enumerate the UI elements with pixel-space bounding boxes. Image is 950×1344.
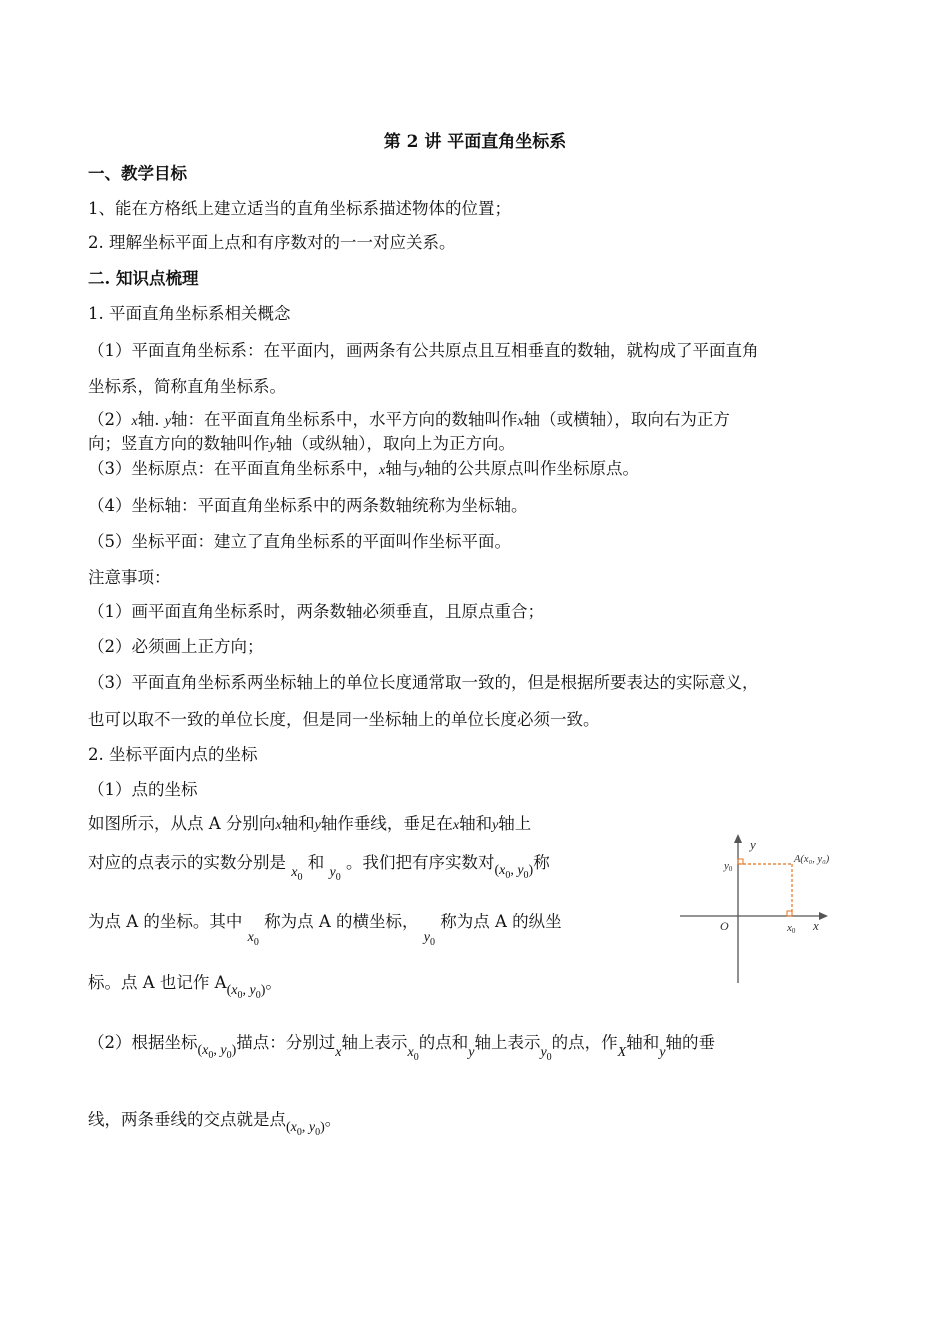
plot-point-line-2: 线，两条垂线的交点就是点$_{(x_0, y_0)}$。 [88, 1110, 342, 1138]
paragraph-axes-def-2: 向；竖直方向的数轴叫作y轴（或纵轴），取向上为正方向。 [88, 434, 515, 453]
subheading-concepts: 1. 平面直角坐标系相关概念 [88, 304, 291, 323]
point-coords-line-2: 对应的点表示的实数分别是 $_{x_0}$ 和 $_{y_0}$ 。我们把有序实数对$_{(x_0, y_0)}$称 [88, 853, 550, 883]
paragraph-axes-def-1: （2）x轴. y轴：在平面直角坐标系中，水平方向的数轴叫作x轴（或横轴），取向右为正方 [88, 410, 730, 429]
coord-pair: (x0, y0) [494, 863, 534, 881]
page-title: 第 2 讲 平面直角坐标系 [383, 132, 567, 152]
x0-label: x0 [787, 922, 796, 935]
paragraph-axis-def: （4）坐标轴：平面直角坐标系中的两条数轴统称为坐标轴。 [88, 496, 528, 515]
goal-item-2: 2. 理解坐标平面上点和有序数对的一一对应关系。 [88, 233, 456, 252]
paragraph-plane-def: （5）坐标平面：建立了直角坐标系的平面叫作坐标平面。 [88, 532, 511, 551]
y0-symbol: y0 [540, 1045, 552, 1063]
paragraph-origin-def: （3）坐标原点：在平面直角坐标系中，x轴与y轴的公共原点叫作坐标原点。 [88, 459, 639, 478]
note-item-3-line-2: 也可以取不一致的单位长度，但是同一坐标轴上的单位长度必须一致。 [88, 710, 600, 729]
note-item-2: （2）必须画上正方向； [88, 637, 264, 656]
coord-pair: (x0, y0) [226, 983, 266, 1001]
y-axis-label: y [750, 837, 756, 852]
section-heading-goals: 一、教学目标 [88, 164, 187, 183]
point-a-label: A(x₀, y₀) [794, 854, 830, 865]
x-axis-label: x [813, 918, 819, 933]
paragraph-system-def-2: 坐标系，简称直角坐标系。 [88, 377, 286, 396]
goal-item-1: 1、能在方格纸上建立适当的直角坐标系描述物体的位置； [88, 199, 511, 218]
y-axis-arrow-icon [734, 834, 742, 843]
paragraph-system-def-1: （1）平面直角坐标系：在平面内，画两条有公共原点且互相垂直的数轴，就构成了平面直角 [88, 341, 759, 360]
x0-symbol: x0 [291, 865, 303, 883]
point-coords-line-3: 为点 A 的坐标。其中 $_{x_0}$ 称为点 A 的横坐标， $_{y_0}$ 称为点 A 的纵坐 [88, 912, 562, 948]
y0-symbol: y0 [329, 865, 341, 883]
y0-symbol: y0 [423, 930, 435, 948]
plot-point-line-1: （2）根据坐标$_{(x_0, y_0)}$描点：分别过$_x$轴上表示$_{x_0}$的点和$_y$轴上表示$_{y_0}$的点，作$_X$轴和$_y$轴的垂 [88, 1033, 715, 1063]
right-angle-marker-x [787, 911, 792, 916]
x-axis-arrow-icon [819, 912, 828, 920]
coord-pair: (x0, y0) [286, 1120, 325, 1138]
x0-symbol: x0 [247, 930, 259, 948]
point-coords-line-1: 如图所示，从点 A 分别向x轴和y轴作垂线，垂足在x轴和y轴上 [88, 814, 532, 833]
subheading-point-coords: 2. 坐标平面内点的坐标 [88, 745, 258, 764]
note-heading: 注意事项： [88, 568, 171, 587]
origin-label: O [720, 919, 729, 933]
point-coords-heading: （1）点的坐标 [88, 780, 198, 799]
section-heading-knowledge: 二. 知识点梳理 [88, 269, 199, 288]
x0-symbol: x0 [407, 1045, 419, 1063]
coordinate-figure [676, 829, 836, 987]
point-coords-line-4: 标。点 A 也记作 $A_{(x_0, y_0)}$。 [88, 973, 282, 1001]
note-item-3-line-1: （3）平面直角坐标系两坐标轴上的单位长度通常取一致的，但是根据所要表达的实际意义， [88, 673, 759, 692]
note-item-1: （1）画平面直角坐标系时，两条数轴必须垂直，且原点重合； [88, 602, 544, 621]
y0-label: y0 [724, 860, 733, 873]
coord-pair: (x0, y0) [197, 1043, 237, 1061]
right-angle-marker-y [738, 859, 743, 864]
